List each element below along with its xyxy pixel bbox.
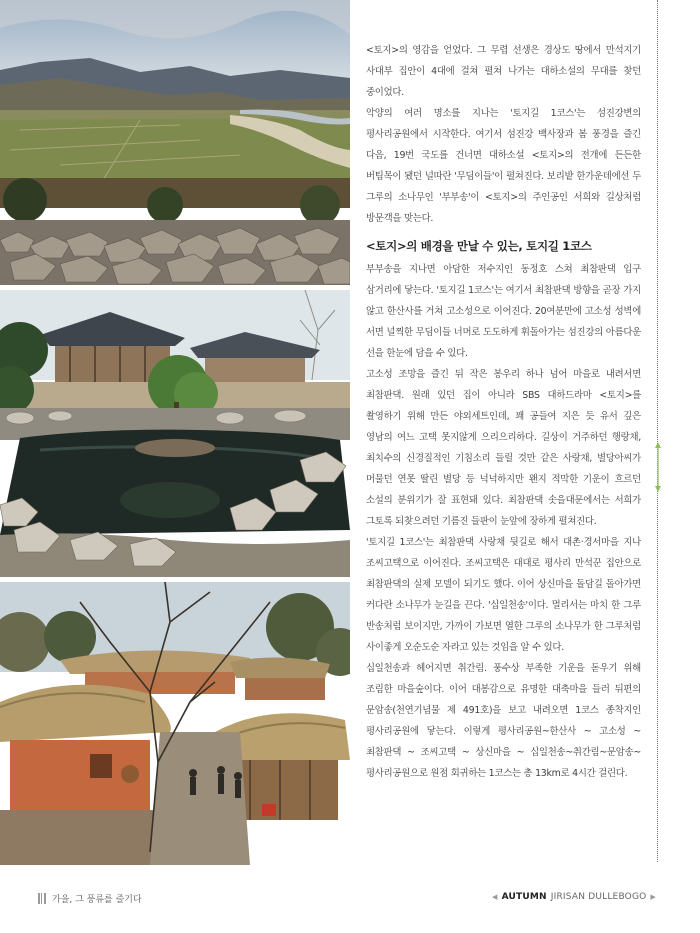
photo-hanok-pond xyxy=(0,290,350,577)
paragraph-gososeong: 부부송을 지나면 아담한 저수지인 동정호 스쳐 최참판댁 입구 삼거리에 닿는다. '토지길 1코스'는 여기서 최참판댁 방향을 곧장 가지 않고 한산사를 거쳐 고소성으로 이어진다. 20여분만에 고소성 성벽에 서면 널찍한 무딤이들 너머로 도도하게 휘돌아가는 섬진강의 아름다운 선을 한눈에 담을 수 있다. xyxy=(366,264,641,359)
triangle-left-icon: ◀ xyxy=(492,893,498,901)
paragraph-course-end: 십일천송과 헤어지면 취간림. 풍수상 부족한 기운을 돋우기 위해 조림한 마을숲이다. 이어 대봉감으로 유명한 대축마을 들러 뒤편의 문암송(천연기념물 제 491호)을 보고 내려오면 1코스 종착지인 평사리공원에 닿는다. 이렇게 평사리공원~한산사 ~ 고소성 ~ 최참판댁 ~ 조씨고택 ~ 상신마을 ~ 십일천송~취간림~문암송~평사리공원으로 원점 회귀하는 1코스는 총 13km로 4시간 걸린다. xyxy=(366,663,641,779)
article-body xyxy=(366,40,641,784)
page-scroll-marker-icon xyxy=(655,442,661,492)
photo-river-valley xyxy=(0,0,350,285)
footer-magazine-title xyxy=(488,892,660,902)
footer-magazine-label: JIRISAN DULLEBOGO xyxy=(550,892,647,902)
photo-thatched-village xyxy=(0,582,350,865)
footer-season-label: AUTUMN xyxy=(501,892,547,902)
footer-section-title xyxy=(38,892,142,905)
footer-bars-icon xyxy=(38,893,46,904)
margin-dotted-rule xyxy=(657,0,658,862)
triangle-right-icon: ▶ xyxy=(650,893,656,901)
paragraph-intro-continued: <토지>의 영감을 얻었다. 그 무렵 선생은 경상도 땅에서 만석지기 사대부 집안이 4대에 걸쳐 펼쳐 나가는 대하소설의 무대를 찾던 중이었다. xyxy=(366,45,641,98)
paragraph-course-start: 악양의 여러 명소를 지나는 '토지길 1코스'는 섬진강변의 평사리공원에서 시작한다. 여기서 섬진강 백사장과 봄 풍경을 즐긴 다음, 19번 국도를 건너면 대하소설 <토지>의 전개에 든든한 버팀목이 됐던 널따란 '무딤이들'이 펼쳐진다. 보리밭 한가운데에선 두 그루의 소나무인 '부부송'이 <토지>의 주인공인 서희와 길상처럼 방문객을 맞는다. xyxy=(366,108,641,224)
paragraph-choechampan: 고소성 조망을 즐긴 뒤 작은 봉우리 하나 넘어 마을로 내려서면 최참판댁. 원래 있던 집이 아니라 SBS 대하드라마 <토지>를 촬영하기 위해 만든 야외세트인데, 꽤 공들여 지은 듯 유서 깊은 영남의 여느 고택 못지않게 으리으리하다. 길상이 거주하던 행랑채, 최치수의 신경질적인 기침소리 들릴 것만 같은 사랑채, 별당아씨가 머물던 연못 딸린 별당 등 넉넉하지만 왠지 적막한 기운이 흐르던 소설의 분위기가 잘 표현돼 있다. 최참판댁 솟을대문에서는 서희가 그토록 되찾으려던 기름진 들판이 눈앞에 장하게 펼쳐진다. xyxy=(366,369,641,527)
section-heading: <토지>의 배경을 만날 수 있는, 토지길 1코스 xyxy=(366,239,592,253)
footer-section-label: 가을, 그 풍류를 즐기다 xyxy=(52,895,142,905)
paragraph-jo-house: '토지길 1코스'는 최참판댁 사랑채 뒷길로 해서 대촌·경서마을 지나 조씨고택으로 이어진다. 조씨고택은 대대로 평사리 만석꾼 집안으로 최참판댁의 실제 모델이 되기도 했다. 이어 상신마을 돌담길 돌아가면 커다란 소나무가 눈길을 끈다. '십일천송'이다. 멀리서는 마치 한 그루 반송처럼 보이지만, 가까이 가보면 열한 그루의 소나무가 한 그루처럼 사이좋게 오순도순 자라고 있는 것임을 알 수 있다. xyxy=(366,537,641,653)
